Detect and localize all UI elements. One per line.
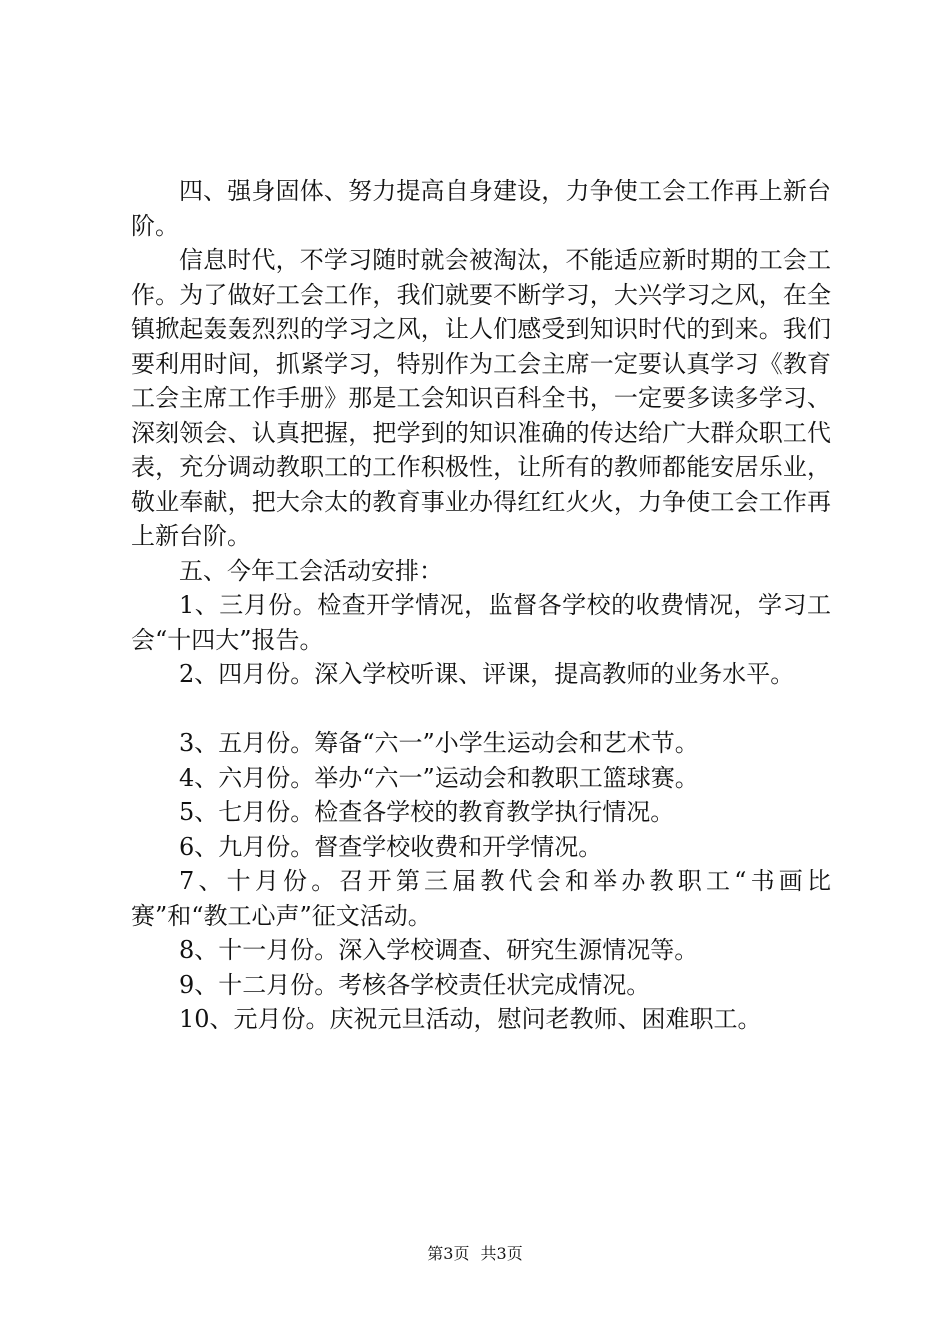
list-item-december: 9、十二月份。考核各学校责任状完成情况。	[179, 970, 651, 999]
list-item-november: 8、十一月份。深入学校调查、研究生源情况等。	[179, 936, 699, 964]
page-number: 第3页	[427, 1244, 470, 1263]
list-item-january: 10、元月份。庆祝元旦活动，慰问老教师、困难职工。	[179, 1005, 762, 1033]
list-item-june: 4、六月份。举办“六一”运动会和教职工篮球赛。	[179, 763, 699, 792]
section-heading-five: 五、今年工会活动安排：	[179, 556, 443, 585]
list-item-march: 1、三月份。检查开学情况，监督各学校的收费情况，学习工会“十四大”报告。	[131, 591, 831, 654]
body-paragraph-study: 信息时代，不学习随时就会被淘汰，不能适应新时期的工会工作。为了做好工会工作，我们就要不断学习，大兴学习之风，在全镇掀起轰轰烈烈的学习之风，让人们感受到知识时代的到来。我们要利用时间，抓紧学习，特别作为工会主席一定要认真学习《教育工会主席工作手册》那是工会知识百科全书，一定要多读多学习、深刻领会、认真把握，把学到的知识准确的传达给广大群众职工代表，充分调动教职工的工作积极性，让所有的教师都能安居乐业，敬业奉献，把大佘太的教育事业办得红红火火，力争使工会工作再上新台阶。	[131, 246, 831, 550]
blank-line	[131, 692, 831, 727]
list-item-september: 6、九月份。督查学校收费和开学情况。	[179, 832, 603, 861]
list-item-october: 7、十月份。召开第三届教代会和举办教职工“书画比赛”和“教工心声”征文活动。	[131, 867, 831, 930]
section-heading-four: 四、强身固体、努力提高自身建设，力争使工会工作再上新台阶。	[131, 177, 831, 240]
document-body	[131, 174, 831, 1037]
page-footer	[0, 1244, 950, 1264]
list-item-july: 5、七月份。检查各学校的教育教学执行情况。	[179, 798, 675, 826]
list-item-april: 2、四月份。深入学校听课、评课，提高教师的业务水平。	[179, 660, 795, 688]
page-total: 共3页	[480, 1244, 523, 1263]
list-item-may: 3、五月份。筹备“六一”小学生运动会和艺术节。	[179, 729, 699, 757]
